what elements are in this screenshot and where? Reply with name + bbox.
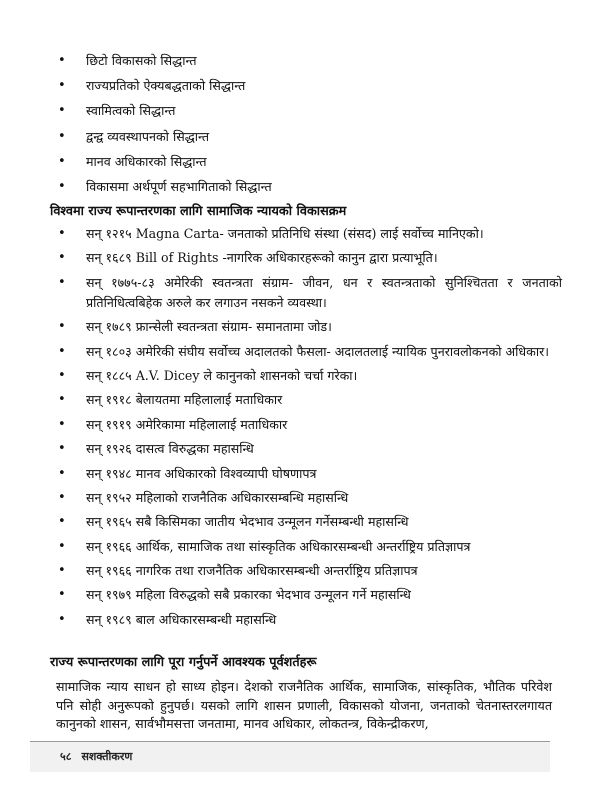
bullet-icon: •	[58, 392, 66, 408]
list-item: • द्वन्द्व व्यवस्थापनको सिद्धान्त	[50, 127, 560, 147]
bullet-icon: •	[58, 563, 66, 579]
list-item: • मानव अधिकारको सिद्धान्त	[50, 152, 560, 172]
bullet-icon: •	[58, 343, 66, 359]
list-item: • विकासमा अर्थपूर्ण सहभागिताको सिद्धान्त	[50, 177, 560, 197]
bullet-icon: •	[58, 611, 66, 627]
list-item: • सन् १६८९ Bill of Rights -नागरिक अधिकारहरूको कानुन द्वारा प्रत्याभूति।	[50, 248, 562, 268]
list-item: • सन् १९७९ महिला विरुद्धको सबै प्रकारका भेदभाव उन्मूलन गर्ने महासन्धि	[50, 585, 562, 605]
list-item: • स्वामित्वको सिद्धान्त	[50, 101, 560, 121]
page-number: ५८	[60, 750, 72, 763]
bullet-icon: •	[58, 587, 66, 603]
bullet-icon: •	[58, 489, 66, 505]
list-item: • सन् १८८५ A.V. Dicey ले कानुनको शासनको चर्चा गरेका।	[50, 366, 562, 386]
list-item: • सन् १७७५-८३ अमेरिकी स्वतन्त्रता संग्राम- जीवन, धन र स्वतन्त्रताको सुनिश्चितता र जनताको प्रतिनिधित्वबिहेक अरुले कर लगाउन नसकने व्यवस्था।	[58, 274, 562, 310]
list-item: • सन् १९६६ आर्थिक, सामाजिक तथा सांस्कृतिक अधिकारसम्बन्धी अन्तर्राष्ट्रिय प्रतिज्ञापत्र	[50, 537, 562, 557]
bullet-icon: •	[58, 78, 66, 94]
list-item: • छिटो विकासको सिद्धान्त	[50, 51, 560, 71]
list-item: • सन् १९२६ दासत्व विरुद्धका महासन्धि	[50, 439, 562, 459]
list-item: • सन् १७८९ फ्रान्सेली स्वतन्त्रता संग्राम- समानतामा जोड।	[50, 317, 562, 337]
bullet-icon: •	[58, 274, 66, 290]
list-item: • सन् १९६५ सबै किसिमका जातीय भेदभाव उन्मूलन गर्नेसम्बन्धी महासन्धि	[50, 512, 562, 532]
footer-section-title: सशक्तीकरण	[81, 750, 133, 763]
list-item: • सन् १८०३ अमेरिकी संघीय सर्वोच्च अदालतको फैसला- अदालतलाई न्यायिक पुनरावलोकनको अधिकार।	[50, 342, 562, 362]
bullet-icon: •	[58, 53, 66, 68]
list-item: • सन् १९८९ बाल अधिकारसम्बन्धी महासन्धि	[50, 610, 562, 630]
bullet-icon: •	[58, 103, 66, 119]
bullet-icon: •	[58, 128, 66, 144]
list-item: • सन् १९१८ बेलायतमा महिलालाई मताधिकार	[50, 390, 562, 410]
bullet-icon: •	[58, 465, 66, 481]
bullet-icon: •	[58, 416, 66, 432]
bullet-icon: •	[58, 514, 66, 530]
list-item: • सन् १९१९ अमेरिकामा महिलालाई मताधिकार	[50, 415, 562, 435]
timeline-list	[50, 224, 562, 634]
principles-list	[50, 51, 560, 202]
list-item: • सन् १२१५ Magna Carta- जनताको प्रतिनिधि संस्था (संसद) लाई सर्वोच्च मानिएको।	[50, 224, 562, 244]
bullet-icon: •	[58, 153, 66, 169]
section-heading-social-justice: विश्वमा राज्य रूपान्तरणका लागि सामाजिक न्यायको विकासक्रम	[50, 204, 347, 219]
bullet-icon: •	[58, 319, 66, 335]
list-item: • सन् १९५२ महिलाको राजनैतिक अधिकारसम्बन्धि महासन्धि	[50, 488, 562, 508]
list-item: • सन् १९६६ नागरिक तथा राजनैतिक अधिकारसम्बन्धी अन्तर्राष्ट्रिय प्रतिज्ञापत्र	[50, 561, 562, 581]
bullet-icon: •	[58, 441, 66, 457]
bullet-icon: •	[58, 178, 66, 194]
section-heading-prerequisites: राज्य रूपान्तरणका लागि पूरा गर्नुपर्ने आवश्यक पूर्वशर्तहरू	[50, 655, 317, 670]
body-paragraph: सामाजिक न्याय साधन हो साध्य होइन। देशको राजनैतिक आर्थिक, सामाजिक, सांस्कृतिक, भौतिक परिवेश पनि सोही अनुरूपको हुनुपर्छ। यसको लागि शासन प्रणाली, विकासको योजना, जनताको चेतनास्तरलगायत कानुनको शासन, सार्वभौमसत्ता जनतामा, मानव अधिकार, लोकतन्त्र, विकेन्द्रीकरण,	[56, 679, 552, 732]
bullet-icon: •	[58, 538, 66, 554]
bullet-icon: •	[58, 250, 66, 266]
list-item: • राज्यप्रतिको ऐक्यबद्धताको सिद्धान्त	[50, 76, 560, 96]
bullet-icon: •	[58, 226, 66, 241]
page-footer	[60, 749, 142, 764]
list-item: • सन् १९४८ मानव अधिकारको विश्वव्यापी घोषणापत्र	[50, 464, 562, 484]
bullet-icon: •	[58, 367, 66, 383]
